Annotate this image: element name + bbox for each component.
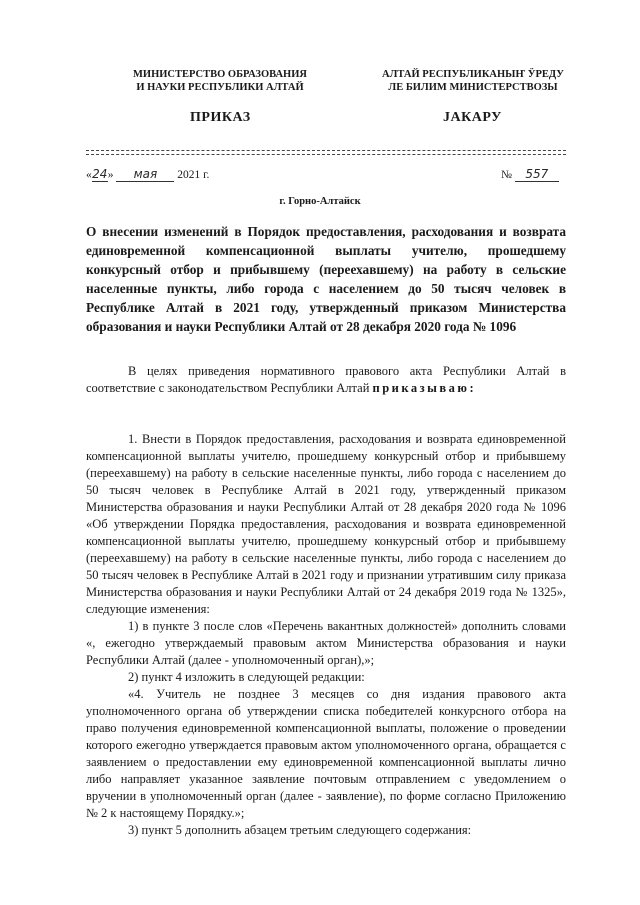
paragraph-4-quote: «4. Учитель не позднее 3 месяцев со дня издания правового акта уполномоченного органа об утверждении списка победителей конкурсного отбора на право получения единовременной компенсационной выплаты, положение о проведении которого ежегодно утверждается правовым актом уполномоченного органа, обращается с заявлением о предоставлении ему единовременной компенсационной выплаты лично либо направляет указанное заявление почтовым отправлением с уведомлением о вручении в уполномоченный орган (далее - заявление), по форме согласно Приложению № 2 к настоящему Порядку.»; xyxy=(86,687,566,820)
date-month: мая xyxy=(116,167,174,182)
document-body xyxy=(86,431,566,839)
paragraph-1-item-1: 1) в пункте 3 после слов «Перечень вакантных должностей» дополнить словами «, ежегодно утверждаемый правовым актом Министерства образования и науки Республики Алтай (далее - уполномоченный орган),»; xyxy=(86,619,566,667)
ministry-name-altai-line-2: ЛЕ БИЛИМ МИНИСТЕРСТВОЗЫ xyxy=(388,82,558,93)
date-open-quote: « xyxy=(86,169,92,181)
paragraph-1-item-3: 3) пункт 5 дополнить абзацем третьим следующего содержания: xyxy=(128,823,472,837)
paragraph-1: 1. Внести в Порядок предоставления, расходования и возврата единовременной компенсационной выплаты учителю, прошедшему конкурсный отбор и прибывшему (переехавшему) на работу в сельские населенные пункты, либо города с населением до 50 тысяч человек в Республике Алтай в 2021 году, утвержденный приказом Министерства образования и науки Республики Алтай от 28 декабря 2020 года № 1096 «Об утверждении Порядка предоставления, расходования и возврата единовременной компенсационной выплаты учителю, прошедшему конкурсный отбор и прибывшему (переехавшему) на работу в сельские населенные пункты, либо города с населением до 50 тысяч человек в Республике Алтай в 2021 году и признании утратившим силу приказа Министерства образования и науки Республики Алтай от 24 декабря 2019 года № 1325», следующие изменения: xyxy=(86,432,566,616)
ministry-name-altai-line-1: АЛТАЙ РЕСПУБЛИКАНЫҤ ӰРЕДУ xyxy=(382,69,564,80)
header-divider-bottom xyxy=(86,154,566,155)
order-number xyxy=(501,167,559,182)
preamble-text: В целях приведения нормативного правового акта Республики Алтай в соответствие с законодательством Республики Алтай xyxy=(86,364,566,395)
order-date xyxy=(86,167,209,182)
city-name: г. Горно-Алтайск xyxy=(279,196,361,207)
paragraph-1-item-2: 2) пункт 4 изложить в следующей редакции: xyxy=(128,670,365,684)
header-divider-top xyxy=(86,150,566,151)
date-day: 24 xyxy=(92,167,108,181)
ministry-name-line-1: МИНИСТЕРСТВО ОБРАЗОВАНИЯ xyxy=(133,69,307,80)
ministry-name-altai xyxy=(378,68,568,94)
order-title-russian: ПРИКАЗ xyxy=(190,110,251,125)
date-year: 2021 г. xyxy=(177,169,210,181)
document-title: О внесении изменений в Порядок предоставления, расходования и возврата единовременной компенсационной выплаты учителю, прошедшему конкурсный отбор и прибывшему (переехавшему) на работу в сельские населенные пункты, либо города с населением до 50 тысяч человек в Республике Алтай в 2021 году, утвержденный приказом Министерства образования и науки Республики Алтай от 28 декабря 2020 года № 1096 xyxy=(86,224,566,334)
ministry-name-russian xyxy=(125,68,315,94)
ministry-name-line-2: И НАУКИ РЕСПУБЛИКИ АЛТАЙ xyxy=(136,82,304,93)
preamble xyxy=(86,363,566,397)
date-number-line xyxy=(86,167,566,185)
order-number-value: 557 xyxy=(515,167,559,182)
order-title-altai: JАКАРУ xyxy=(443,110,502,125)
order-number-label: № xyxy=(501,169,512,181)
preamble-keyword: приказываю: xyxy=(372,381,477,395)
date-close-quote: » xyxy=(107,169,114,181)
